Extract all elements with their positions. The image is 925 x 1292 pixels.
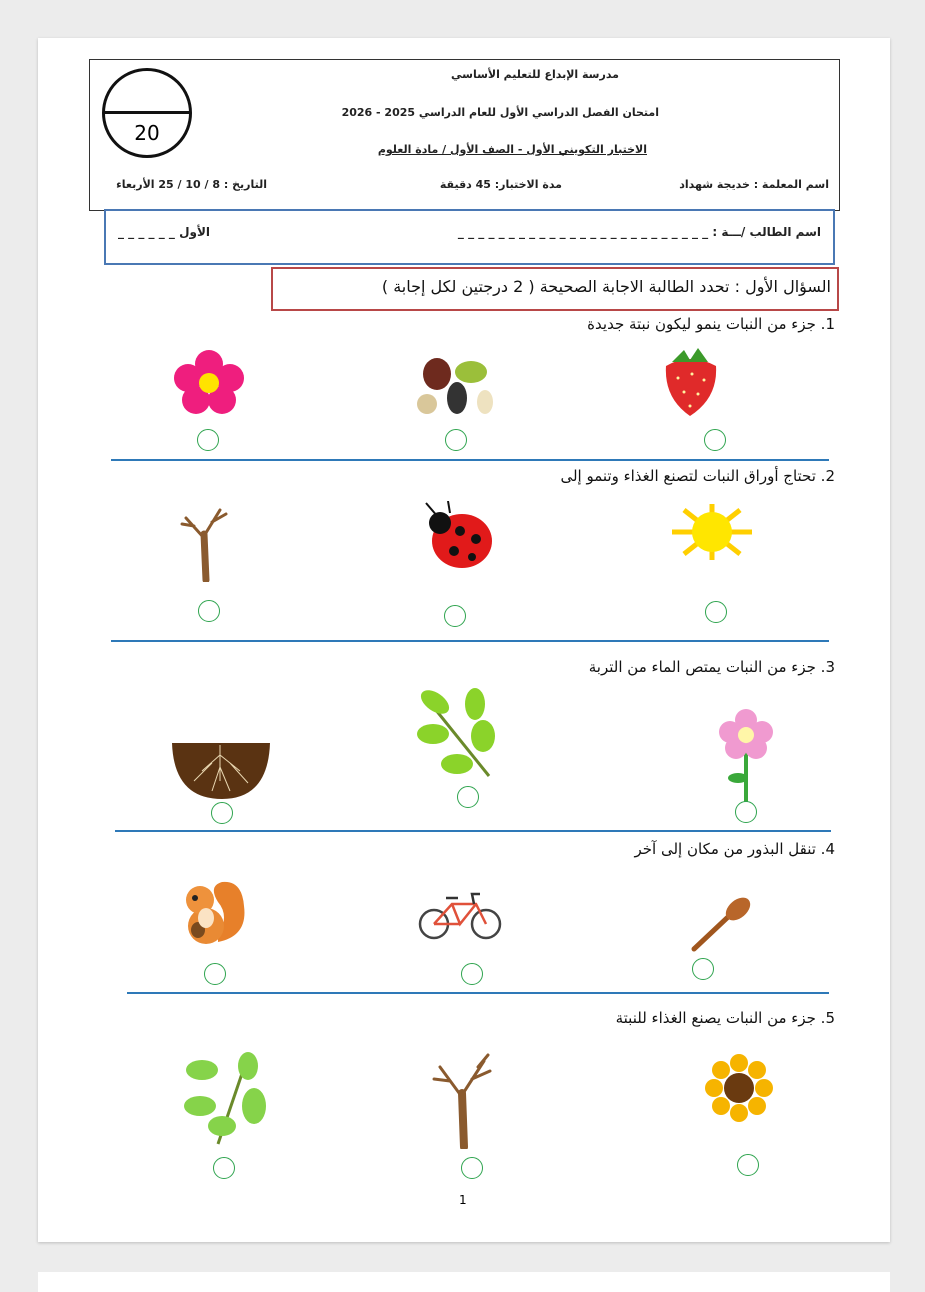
separator: [111, 459, 829, 461]
seeds-icon: [415, 356, 495, 418]
wooden-spoon-icon: [688, 895, 754, 955]
answer-option-2c[interactable]: [198, 600, 220, 622]
sunflower-icon: [704, 1053, 774, 1123]
ladybug-icon: [418, 501, 500, 571]
answer-option-1c[interactable]: [197, 429, 219, 451]
header-box: [89, 59, 840, 211]
separator: [111, 640, 829, 642]
student-class-field[interactable]: الأول _ _ _ _ _ _: [118, 225, 210, 239]
answer-option-3c[interactable]: [211, 802, 233, 824]
strawberry-icon: [658, 346, 722, 418]
pink-flower-icon: [718, 708, 776, 804]
page-number: 1: [459, 1193, 467, 1207]
separator: [127, 992, 829, 994]
leaves-icon: [178, 1050, 272, 1148]
answer-option-4b[interactable]: [461, 963, 483, 985]
answer-option-2a[interactable]: [705, 601, 727, 623]
answer-option-3b[interactable]: [457, 786, 479, 808]
bicycle-icon: [418, 888, 502, 942]
question-1-text: 1. جزء من النبات ينمو ليكون نبتة جديدة: [587, 315, 835, 333]
exam-subtitle: الاختبار التكويني الأول - الصف الأول / مادة العلوم: [377, 143, 647, 156]
roots-icon: [172, 741, 270, 801]
question-3-text: 3. جزء من النبات يمتص الماء من التربة: [588, 658, 835, 676]
student-info-box: [104, 209, 835, 265]
leaves-icon: [413, 684, 505, 782]
sun-icon: [666, 502, 758, 562]
student-name-field[interactable]: اسم الطالب /ـــة : _ _ _ _ _ _ _ _ _ _ _ _ _ _ _ _ _ _ _ _ _ _ _ _ _: [457, 225, 821, 239]
answer-option-4c[interactable]: [204, 963, 226, 985]
exam-duration: مدة الاختبار: 45 دقيقة: [439, 178, 562, 191]
next-page: [38, 1272, 890, 1292]
exam-title: امتحان الفصل الدراسي الأول للعام الدراسي 2025 - 2026: [341, 106, 659, 119]
answer-option-4a[interactable]: [692, 958, 714, 980]
question-2-text: 2. تحتاج أوراق النبات لتصنع الغذاء وتنمو إلى: [560, 467, 835, 485]
answer-option-1a[interactable]: [704, 429, 726, 451]
exam-date: التاريخ : 8 / 10 / 25 الأربعاء: [116, 178, 267, 191]
separator: [115, 830, 831, 832]
bare-tree-icon: [428, 1053, 498, 1149]
question-title: السؤال الأول : تحدد الطالبة الاجابة الصحيحة ( 2 درجتين لكل إجابة ): [381, 277, 831, 296]
question-4-text: 4. تنقل البذور من مكان إلى آخر: [634, 840, 835, 858]
exam-page: [38, 38, 890, 1242]
school-name: مدرسة الإبداع للتعليم الأساسي: [451, 68, 619, 81]
teacher-name: اسم المعلمة : خديجة شهداد: [679, 178, 829, 191]
score-circle: [102, 68, 192, 158]
answer-option-1b[interactable]: [445, 429, 467, 451]
flower-icon: [174, 350, 244, 416]
bare-tree-icon: [176, 504, 232, 582]
answer-option-5b[interactable]: [461, 1157, 483, 1179]
question-5-text: 5. جزء من النبات يصنع الغذاء للنبتة: [615, 1009, 835, 1027]
answer-option-5a[interactable]: [737, 1154, 759, 1176]
score-total: 20: [134, 121, 160, 145]
squirrel-icon: [178, 876, 250, 948]
question-title-box: [271, 267, 839, 311]
answer-option-2b[interactable]: [444, 605, 466, 627]
answer-option-3a[interactable]: [735, 801, 757, 823]
answer-option-5c[interactable]: [213, 1157, 235, 1179]
